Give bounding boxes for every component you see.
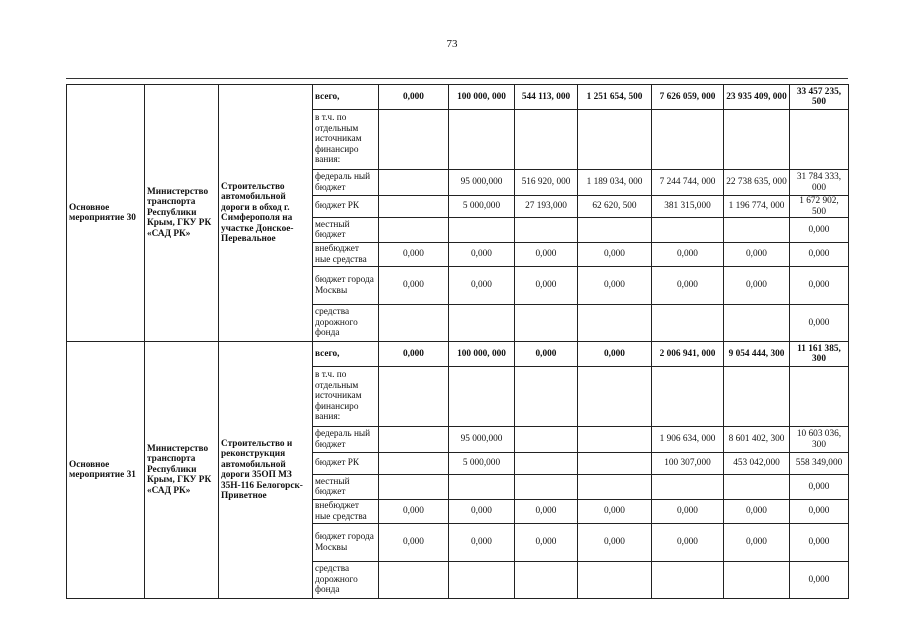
amount-cell [449, 110, 515, 170]
amount-cell: 0,000 [790, 562, 849, 599]
amount-cell: 100 000, 000 [449, 85, 515, 110]
amount-cell: 516 920, 000 [515, 170, 578, 196]
amount-cell: 9 054 444, 300 [724, 342, 790, 367]
amount-cell: 0,000 [578, 500, 652, 524]
amount-cell: 0,000 [790, 500, 849, 524]
amount-cell [578, 427, 652, 453]
amount-cell: 0,000 [652, 524, 724, 562]
amount-cell: 1 906 634, 000 [652, 427, 724, 453]
amount-cell: 7 244 744, 000 [652, 170, 724, 196]
amount-cell [379, 305, 449, 342]
amount-cell [515, 367, 578, 427]
amount-cell: 0,000 [379, 342, 449, 367]
amount-cell: 0,000 [449, 524, 515, 562]
amount-cell: 453 042,000 [724, 453, 790, 475]
amount-cell: 22 738 635, 000 [724, 170, 790, 196]
amount-cell: 100 307,000 [652, 453, 724, 475]
executor-cell: Министерство транспорта Республики Крым, ГКУ РК «САД РК» [145, 85, 219, 342]
amount-cell: 0,000 [379, 500, 449, 524]
amount-cell [652, 562, 724, 599]
amount-cell: 10 603 036, 300 [790, 427, 849, 453]
source-label: в т.ч. по отдельным источникам финансиро вания: [313, 110, 379, 170]
amount-cell: 0,000 [379, 85, 449, 110]
amount-cell: 1 672 902, 500 [790, 196, 849, 218]
amount-cell: 31 784 333, 000 [790, 170, 849, 196]
amount-cell: 0,000 [652, 267, 724, 305]
amount-cell: 0,000 [449, 500, 515, 524]
header-rule [66, 78, 848, 79]
amount-cell [724, 475, 790, 500]
amount-cell [379, 218, 449, 243]
source-label: федераль ный бюджет [313, 427, 379, 453]
amount-cell [515, 453, 578, 475]
amount-cell: 95 000,000 [449, 427, 515, 453]
amount-cell: 1 251 654, 500 [578, 85, 652, 110]
amount-cell: 95 000,000 [449, 170, 515, 196]
amount-cell [724, 110, 790, 170]
amount-cell [515, 305, 578, 342]
source-label: федераль ный бюджет [313, 170, 379, 196]
amount-cell [379, 427, 449, 453]
page-number: 73 [446, 38, 458, 50]
amount-cell [449, 562, 515, 599]
amount-cell [652, 475, 724, 500]
amount-cell: 0,000 [578, 342, 652, 367]
amount-cell: 0,000 [515, 524, 578, 562]
amount-cell: 0,000 [515, 500, 578, 524]
amount-cell [379, 110, 449, 170]
total-row [67, 342, 849, 367]
amount-cell: 62 620, 500 [578, 196, 652, 218]
source-label: внебюджет ные средства [313, 500, 379, 524]
amount-cell [578, 475, 652, 500]
source-label: средства дорожного фонда [313, 305, 379, 342]
amount-cell [449, 305, 515, 342]
amount-cell: 381 315,000 [652, 196, 724, 218]
source-label: бюджет РК [313, 196, 379, 218]
amount-cell: 0,000 [790, 305, 849, 342]
amount-cell [379, 367, 449, 427]
amount-cell: 0,000 [379, 243, 449, 267]
amount-cell: 0,000 [652, 500, 724, 524]
source-label: местный бюджет [313, 218, 379, 243]
activity-type: Основное мероприятие 30 [67, 85, 145, 342]
amount-cell: 0,000 [790, 267, 849, 305]
amount-cell [724, 218, 790, 243]
amount-cell [515, 218, 578, 243]
amount-cell: 1 189 034, 000 [578, 170, 652, 196]
executor-cell: Министерство транспорта Республики Крым, ГКУ РК «САД РК» [145, 342, 219, 599]
total-row [67, 85, 849, 110]
amount-cell [449, 475, 515, 500]
amount-cell: 0,000 [724, 524, 790, 562]
amount-cell [379, 170, 449, 196]
amount-cell: 5 000,000 [449, 453, 515, 475]
amount-cell [578, 453, 652, 475]
source-label: бюджет РК [313, 453, 379, 475]
amount-cell: 0,000 [790, 218, 849, 243]
amount-cell: 33 457 235, 500 [790, 85, 849, 110]
amount-cell: 11 161 385, 300 [790, 342, 849, 367]
amount-cell: 0,000 [724, 500, 790, 524]
amount-cell: 0,000 [790, 524, 849, 562]
amount-cell: 0,000 [652, 243, 724, 267]
amount-cell [578, 218, 652, 243]
source-label: бюджет города Москвы [313, 267, 379, 305]
amount-cell: 544 113, 000 [515, 85, 578, 110]
amount-cell: 0,000 [578, 243, 652, 267]
amount-cell [379, 475, 449, 500]
amount-cell: 0,000 [578, 524, 652, 562]
amount-cell [379, 196, 449, 218]
amount-cell [578, 562, 652, 599]
source-label: всего, [313, 85, 379, 110]
amount-cell [790, 367, 849, 427]
amount-cell [578, 367, 652, 427]
activity-name: Строительство автомобильной дороги в обход г. Симферополя на участке Донское-Перевальное [219, 85, 313, 342]
amount-cell [515, 562, 578, 599]
amount-cell [449, 218, 515, 243]
amount-cell: 7 626 059, 000 [652, 85, 724, 110]
amount-cell: 0,000 [578, 267, 652, 305]
amount-cell [652, 305, 724, 342]
amount-cell: 0,000 [449, 267, 515, 305]
source-label: всего, [313, 342, 379, 367]
amount-cell [578, 110, 652, 170]
amount-cell: 0,000 [515, 243, 578, 267]
financing-table [66, 84, 849, 599]
amount-cell [790, 110, 849, 170]
amount-cell [652, 218, 724, 243]
amount-cell [515, 475, 578, 500]
source-label: внебюджет ные средства [313, 243, 379, 267]
amount-cell: 558 349,000 [790, 453, 849, 475]
amount-cell: 2 006 941, 000 [652, 342, 724, 367]
activity-name: Строительство и реконструкция автомобильной дороги 35ОП МЗ 35Н-116 Белогорск-Приветное [219, 342, 313, 599]
source-label: бюджет города Москвы [313, 524, 379, 562]
amount-cell [652, 110, 724, 170]
amount-cell [515, 110, 578, 170]
amount-cell: 0,000 [790, 243, 849, 267]
amount-cell: 27 193,000 [515, 196, 578, 218]
amount-cell: 100 000, 000 [449, 342, 515, 367]
amount-cell: 0,000 [724, 243, 790, 267]
activity-type: Основное мероприятие 31 [67, 342, 145, 599]
amount-cell [515, 427, 578, 453]
amount-cell: 1 196 774, 000 [724, 196, 790, 218]
amount-cell: 0,000 [379, 267, 449, 305]
amount-cell: 23 935 409, 000 [724, 85, 790, 110]
amount-cell [724, 367, 790, 427]
amount-cell: 0,000 [515, 342, 578, 367]
amount-cell [652, 367, 724, 427]
amount-cell: 0,000 [379, 524, 449, 562]
source-label: в т.ч. по отдельным источникам финансиро вания: [313, 367, 379, 427]
amount-cell [724, 562, 790, 599]
source-label: местный бюджет [313, 475, 379, 500]
amount-cell: 0,000 [449, 243, 515, 267]
amount-cell [724, 305, 790, 342]
amount-cell [379, 453, 449, 475]
amount-cell: 0,000 [790, 475, 849, 500]
amount-cell: 8 601 402, 300 [724, 427, 790, 453]
amount-cell: 0,000 [724, 267, 790, 305]
amount-cell [449, 367, 515, 427]
amount-cell: 0,000 [515, 267, 578, 305]
amount-cell: 5 000,000 [449, 196, 515, 218]
source-label: средства дорожного фонда [313, 562, 379, 599]
amount-cell [578, 305, 652, 342]
amount-cell [379, 562, 449, 599]
